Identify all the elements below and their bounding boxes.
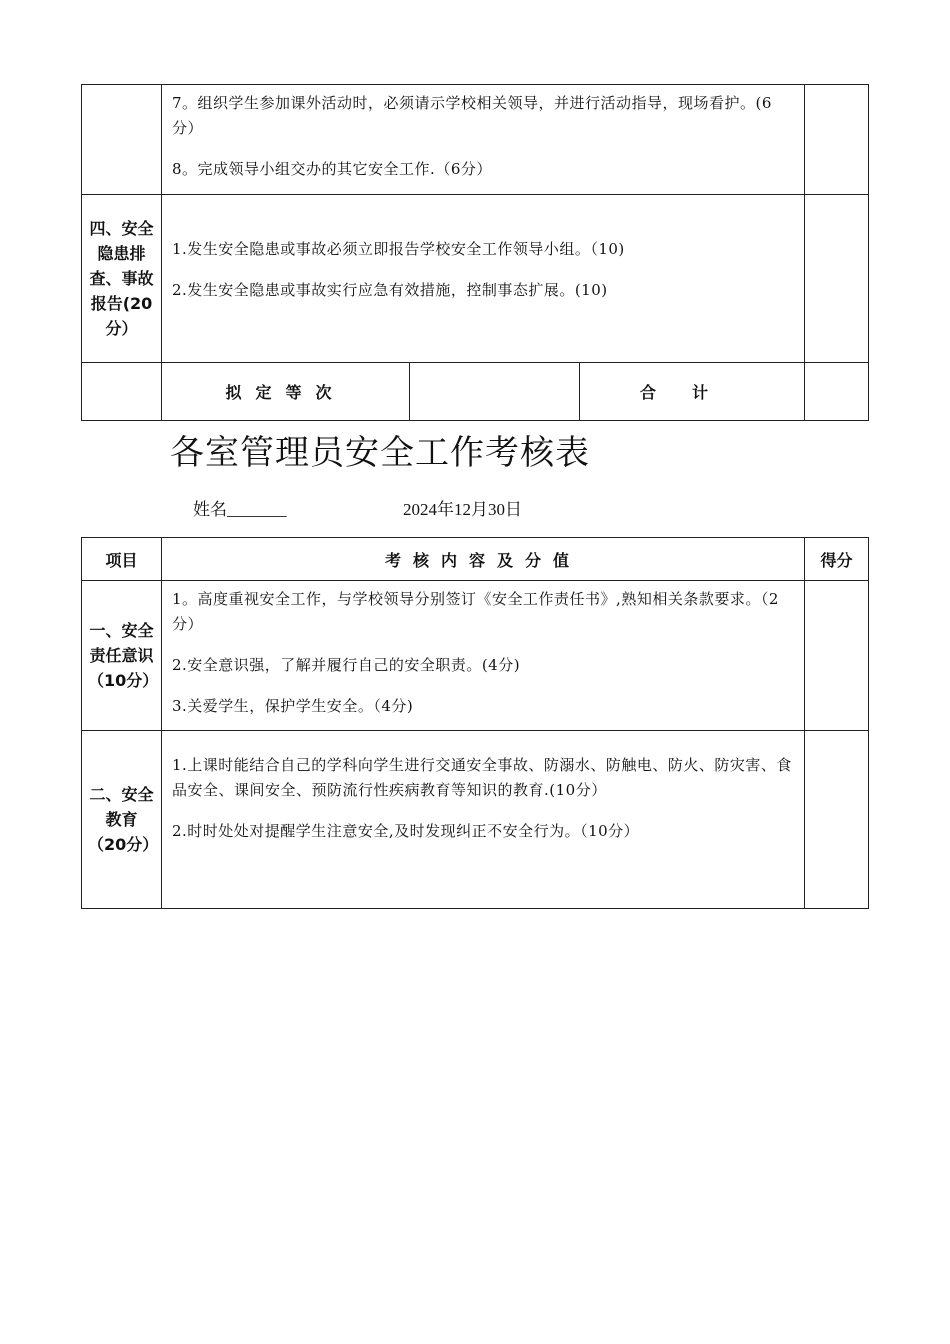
score-cell[interactable] bbox=[805, 731, 869, 909]
name-field-label: 姓名_______ bbox=[193, 500, 287, 519]
grade-label: 拟定等次 bbox=[162, 363, 410, 421]
assessment-table-continued bbox=[81, 84, 869, 421]
grade-value-cell[interactable] bbox=[410, 363, 580, 421]
item-cell bbox=[82, 85, 162, 195]
item-cell: 一、安全责任意识（10分） bbox=[82, 581, 162, 731]
table-row bbox=[82, 195, 869, 363]
score-cell[interactable] bbox=[805, 581, 869, 731]
empty-cell bbox=[82, 363, 162, 421]
total-label: 合计 bbox=[580, 363, 805, 421]
score-cell[interactable] bbox=[805, 85, 869, 195]
criterion-text: 1。高度重视安全工作，与学校领导分别签订《安全工作责任书》,熟知相关条款要求。（2分） bbox=[172, 590, 779, 633]
content-cell bbox=[162, 195, 805, 363]
header-score: 得分 bbox=[805, 538, 869, 581]
header-content: 考核内容及分值 bbox=[162, 538, 805, 581]
criterion-text: 8。完成领导小组交办的其它安全工作.（6分） bbox=[172, 160, 492, 178]
criterion-text: 2.安全意识强，了解并履行自己的安全职责。(4分) bbox=[172, 656, 521, 674]
criterion-text: 1.发生安全隐患或事故必须立即报告学校安全工作领导小组。（10) bbox=[172, 240, 625, 258]
content-cell bbox=[162, 731, 805, 909]
content-cell bbox=[162, 85, 805, 195]
table-row bbox=[82, 363, 869, 421]
criterion-text: 1.上课时能结合自己的学科向学生进行交通安全事故、防溺水、防触电、防火、防灾害、食品安全、课间安全、预防流行性疾病教育等知识的教育.(10分） bbox=[172, 756, 792, 799]
document-title: 各室管理员安全工作考核表 bbox=[170, 433, 590, 473]
assessment-table bbox=[81, 537, 869, 909]
criterion-text: 7。组织学生参加课外活动时，必须请示学校相关领导，并进行活动指导，现场看护。(6分） bbox=[172, 94, 772, 137]
total-value-cell[interactable] bbox=[805, 363, 869, 421]
table-header-row bbox=[82, 538, 869, 581]
score-cell[interactable] bbox=[805, 195, 869, 363]
content-cell bbox=[162, 581, 805, 731]
item-cell: 二、安全教育（20分） bbox=[82, 731, 162, 909]
criterion-text: 2.时时处处对提醒学生注意安全,及时发现纠正不安全行为。（10分） bbox=[172, 822, 640, 840]
criterion-text: 3.关爱学生，保护学生安全。（4分) bbox=[172, 697, 414, 715]
item-cell: 四、安全隐患排查、事故报告(20分） bbox=[82, 195, 162, 363]
criterion-text: 2.发生安全隐患或事故实行应急有效措施，控制事态扩展。(10) bbox=[172, 281, 608, 299]
table-row bbox=[82, 731, 869, 909]
header-item: 项目 bbox=[82, 538, 162, 581]
table-row bbox=[82, 581, 869, 731]
date-label: 2024年12月30日 bbox=[403, 500, 522, 519]
table-row bbox=[82, 85, 869, 195]
